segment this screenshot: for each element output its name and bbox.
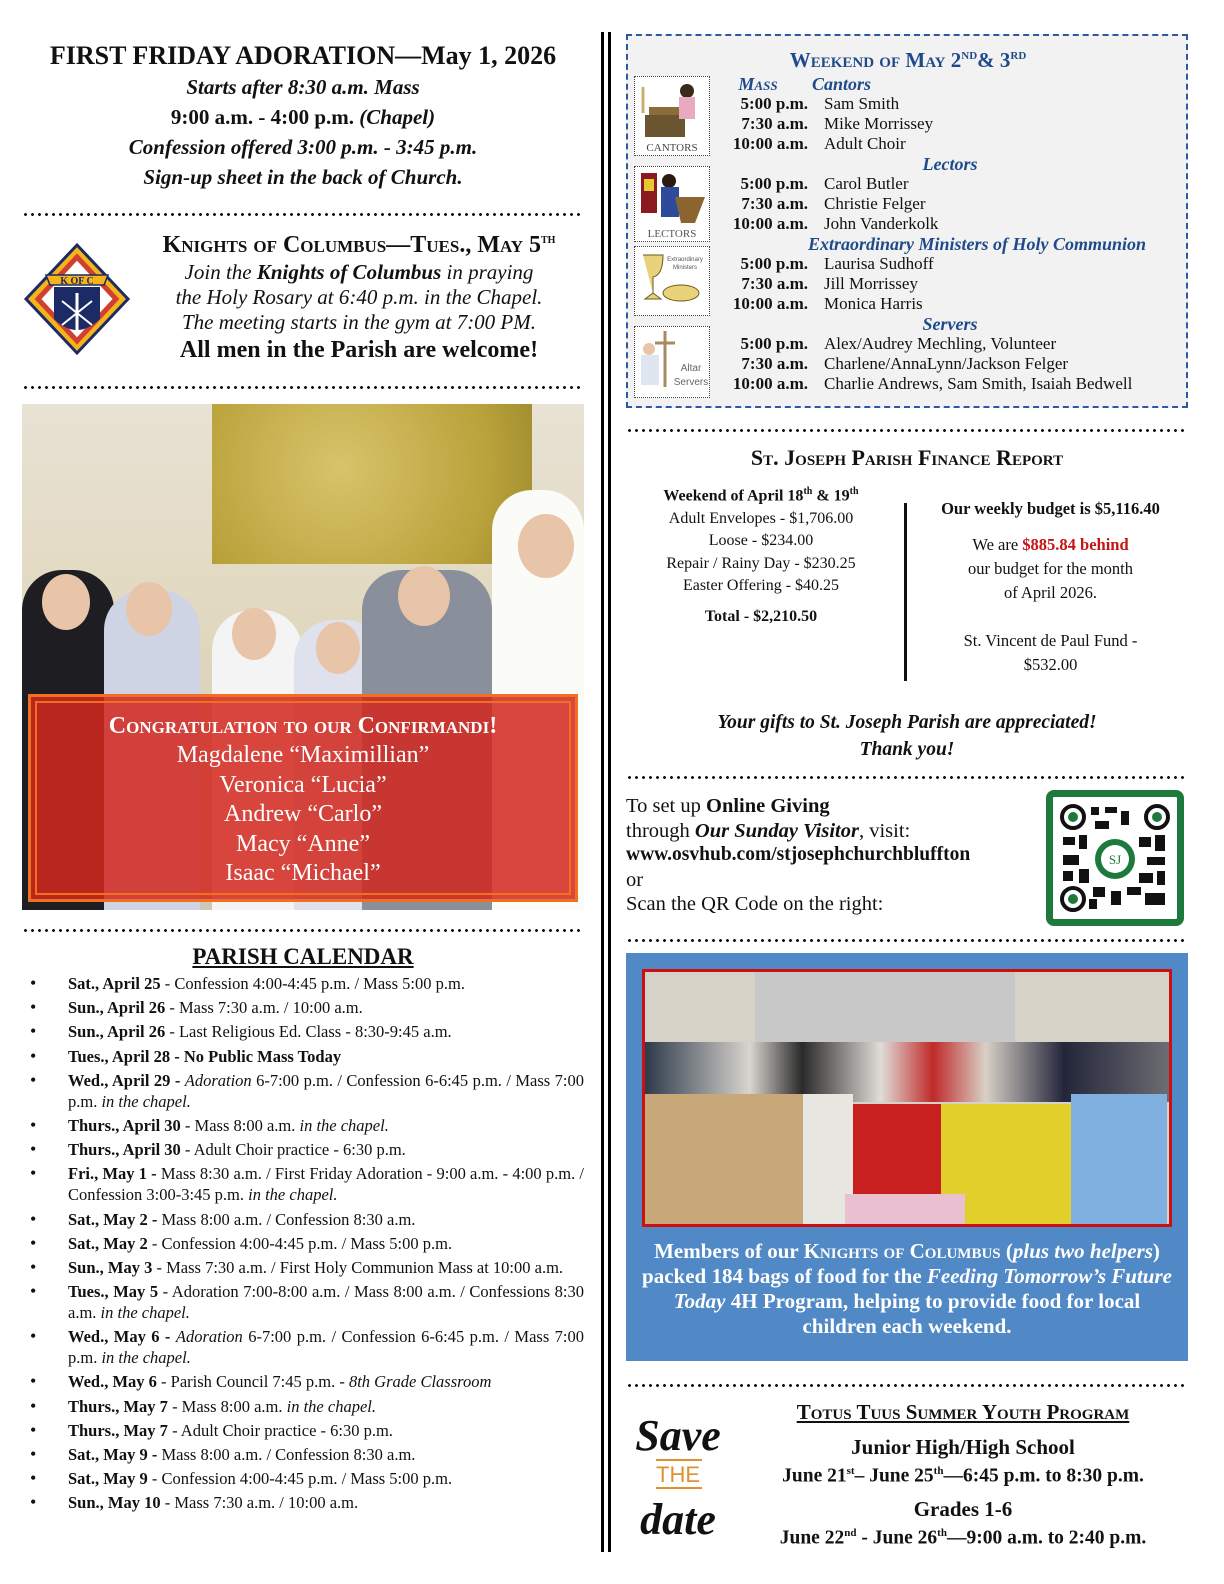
confirmandi-name: Magdalene “Maximillian”: [176, 742, 430, 768]
finance-report: [626, 433, 1188, 769]
svg-text:SJ: SJ: [1108, 852, 1122, 867]
program-group: Junior High/High School: [851, 1435, 1075, 1459]
calendar-item: • Sun., April 26 - Mass 7:30 a.m. / 10:00 a.m.: [22, 997, 584, 1018]
knights-body-line: Join the Knights of Columbus in praying: [184, 260, 534, 284]
calendar-item: • Thurs., April 30 - Mass 8:00 a.m. in the chapel.: [22, 1115, 584, 1136]
cantors-icon: [634, 76, 710, 156]
schedule-row: 10:00 a.m. Charlie Andrews, Sam Smith, Isaiah Bedwell: [732, 374, 1133, 393]
confirmandi-title: Congratulation to our Confirmandi!: [108, 713, 498, 739]
online-giving-link[interactable]: www.osvhub.com/stjosephchurchbluffton: [626, 844, 971, 865]
food-drive-caption: Members of our Knights of Columbus (plus two helpers) packed 184 bags of food for the Feeding Tomorrow’s Future Today 4H Program, helping to provide food for local children each weekend.: [642, 1239, 1172, 1338]
lectors-heading: Lectors: [922, 154, 978, 174]
calendar-item: • Wed., April 29 - Adoration 6-7:00 p.m. / Confession 6-6:45 p.m. / Mass 7:00 p.m. in the chapel.: [22, 1070, 584, 1112]
svg-text:LECTORS: LECTORS: [647, 228, 697, 240]
calendar-list: [22, 973, 584, 1513]
servers-heading: Servers: [922, 314, 978, 334]
schedule-row: 5:00 p.m. Alex/Audrey Mechling, Volunteer: [740, 334, 1057, 353]
svg-text:Ministers: Ministers: [672, 265, 698, 271]
calendar-item: • Tues., April 28 - No Public Mass Today: [22, 1046, 584, 1067]
collection-total: Total - $2,210.50: [704, 607, 818, 625]
calendar-item: • Fri., May 1 - Mass 8:30 a.m. / First Friday Adoration - 9:00 a.m. - 4:00 p.m. / Confession 3:00-3:45 p.m. in the chapel.: [22, 1163, 584, 1205]
calendar-item: • Sat., May 9 - Confession 4:00-4:45 p.m. / Mass 5:00 p.m.: [22, 1468, 584, 1489]
budget-status-line: of April 2026.: [1003, 583, 1098, 602]
calendar-item: • Wed., May 6 - Parish Council 7:45 p.m. - 8th Grade Classroom: [22, 1371, 584, 1392]
program-dates: June 21st– June 25th—6:45 p.m. to 8:30 p.m.: [782, 1465, 1144, 1487]
confirmandi-name: Andrew “Carlo”: [224, 801, 382, 827]
knights-body-line: The meeting starts in the gym at 7:00 PM.: [181, 310, 537, 334]
first-friday-line: Starts after 8:30 a.m. Mass: [186, 75, 420, 99]
left-column: [22, 30, 584, 1517]
first-friday-section: [22, 30, 584, 212]
totus-tuus-heading: Totus Tuus Summer Youth Program: [796, 1400, 1130, 1424]
confirmandi-name: Macy “Anne”: [236, 830, 370, 857]
calendar-item: • Sun., April 26 - Last Religious Ed. Class - 8:30-9:45 a.m.: [22, 1021, 584, 1042]
calendar-item: • Sun., May 3 - Mass 7:30 a.m. / First Holy Communion Mass at 10:00 a.m.: [22, 1257, 584, 1278]
schedule-row: 5:00 p.m. Sam Smith: [740, 94, 900, 113]
save-the-date-icon: [626, 1400, 730, 1550]
svg-text:CANTORS: CANTORS: [646, 142, 698, 154]
qr-code[interactable]: [1046, 790, 1184, 926]
svdp-fund-amount: $532.00: [1023, 655, 1078, 674]
dotted-divider: [22, 385, 584, 390]
calendar-item: • Wed., May 6 - Adoration 6-7:00 p.m. / Confession 6-6:45 p.m. / Mass 7:00 p.m. in the chapel.: [22, 1326, 584, 1368]
column-divider: [601, 32, 613, 1552]
calendar-item: • Thurs., May 7 - Adult Choir practice - 6:30 p.m.: [22, 1420, 584, 1441]
altar-mosaic: [212, 404, 532, 564]
food-drive-photo: [642, 969, 1172, 1227]
schedule-row: 7:30 a.m. Jill Morrissey: [741, 274, 918, 293]
schedule-row: 5:00 p.m. Laurisa Sudhoff: [740, 254, 934, 273]
first-friday-title: FIRST FRIDAY ADORATION—May 1, 2026: [49, 41, 557, 70]
weekend-collection: [626, 481, 896, 681]
calendar-item: • Sat., May 2 - Mass 8:00 a.m. / Confession 8:30 a.m.: [22, 1209, 584, 1230]
eucharistic-ministers-heading: Extraordinary Ministers of Holy Communion: [808, 234, 1147, 254]
program-group: Grades 1-6: [913, 1496, 1013, 1521]
schedule-row: 7:30 a.m. Charlene/AnnaLynn/Jackson Felger: [741, 354, 1069, 373]
schedule-row: 5:00 p.m. Carol Butler: [740, 174, 909, 193]
svg-text:THE: THE: [656, 1462, 700, 1487]
collection-line: Repair / Rainy Day - $230.25: [666, 554, 856, 572]
knights-heading: Knights of Columbus—Tues., May 5th: [162, 232, 556, 258]
extraordinary-ministers-icon: [634, 246, 710, 316]
calendar-item: • Sun., May 10 - Mass 7:30 a.m. / 10:00 a.m.: [22, 1492, 584, 1513]
calendar-item: • Sat., April 25 - Confession 4:00-4:45 p.m. / Mass 5:00 p.m.: [22, 973, 584, 994]
totus-tuus-section: [626, 1388, 1188, 1558]
schedule-row: 10:00 a.m. John Vanderkolk: [732, 214, 939, 233]
knights-welcome: All men in the Parish are welcome!: [179, 337, 539, 363]
budget-status-line: our budget for the month: [968, 559, 1133, 578]
knights-body-line: the Holy Rosary at 6:40 p.m. in the Chapel.: [175, 285, 543, 309]
budget-summary: [913, 481, 1188, 681]
calendar-item: • Sat., May 9 - Mass 8:00 a.m. / Confession 8:30 a.m.: [22, 1444, 584, 1465]
parish-calendar: [22, 933, 584, 1513]
svg-text:Save: Save: [635, 1411, 721, 1460]
schedule-row: 7:30 a.m. Mike Morrissey: [741, 114, 934, 133]
schedule-row: 10:00 a.m. Monica Harris: [732, 294, 923, 313]
weekend-header-row: Mass Cantors: [738, 74, 872, 94]
collection-line: Easter Offering - $40.25: [682, 577, 840, 595]
altar-servers-icon: [634, 326, 710, 398]
first-friday-hours: 9:00 a.m. - 4:00 p.m. (Chapel): [170, 105, 436, 129]
lectors-icon: [634, 166, 710, 242]
svdp-fund-label: St. Vincent de Paul Fund -: [963, 631, 1138, 650]
calendar-item: • Thurs., May 7 - Mass 8:00 a.m. in the chapel.: [22, 1396, 584, 1417]
svg-text:date: date: [640, 1495, 716, 1544]
calendar-item: • Thurs., April 30 - Adult Choir practice - 6:30 p.m.: [22, 1139, 584, 1160]
calendar-title: PARISH CALENDAR: [192, 944, 414, 969]
collection-line: Adult Envelopes - $1,706.00: [668, 509, 854, 527]
confirmation-photo: [22, 404, 584, 910]
first-friday-signup: Sign-up sheet in the back of Church.: [143, 165, 463, 189]
svg-text:K OF C: K OF C: [60, 276, 94, 287]
weekend-title: Weekend of May 2ND& 3RD: [789, 48, 1027, 72]
thanks-message: Your gifts to St. Joseph Parish are appreciated! Thank you!: [717, 712, 1097, 760]
online-giving-line: To set up Online Giving: [626, 795, 830, 817]
program-dates: June 22nd - June 26th—9:00 a.m. to 2:40 p.m.: [779, 1526, 1147, 1548]
svg-text:Servers: Servers: [673, 377, 709, 388]
knights-of-columbus-logo-icon: [22, 241, 132, 361]
calendar-item: • Sat., May 2 - Confession 4:00-4:45 p.m. / Mass 5:00 p.m.: [22, 1233, 584, 1254]
finance-divider: [904, 503, 907, 681]
schedule-row: 10:00 a.m. Adult Choir: [732, 134, 906, 153]
online-giving-or: or: [626, 868, 644, 891]
dotted-divider: [626, 938, 1188, 943]
online-giving-scan: Scan the QR Code on the right:: [626, 893, 884, 915]
confirmandi-name: Isaac “Michael”: [225, 860, 381, 886]
schedule-row: 7:30 a.m. Christie Felger: [741, 194, 926, 213]
weekend-ministers-box: [626, 34, 1188, 408]
budget-status: We are $885.84 behind: [972, 535, 1129, 554]
collection-line: Loose - $234.00: [708, 532, 814, 550]
collection-heading: Weekend of April 18th & 19th: [663, 486, 859, 505]
svg-text:Altar: Altar: [680, 363, 702, 374]
online-giving-line: through Our Sunday Visitor, visit:: [626, 819, 911, 842]
food-drive-section: [626, 953, 1188, 1361]
knights-of-columbus-section: [22, 217, 584, 385]
weekly-budget: Our weekly budget is $5,116.40: [941, 499, 1160, 518]
confirmandi-banner: [28, 694, 578, 902]
first-friday-confession: Confession offered 3:00 p.m. - 3:45 p.m.: [128, 135, 478, 159]
finance-title: St. Joseph Parish Finance Report: [750, 445, 1064, 470]
right-column: [626, 34, 1188, 1558]
svg-text:Extraordinary: Extraordinary: [667, 257, 703, 263]
online-giving: [626, 780, 1188, 938]
confirmandi-name: Veronica “Lucia”: [219, 771, 387, 798]
calendar-item: • Tues., May 5 - Adoration 7:00-8:00 a.m. / Mass 8:00 a.m. / Confessions 8:30 a.m. in the chapel.: [22, 1281, 584, 1323]
